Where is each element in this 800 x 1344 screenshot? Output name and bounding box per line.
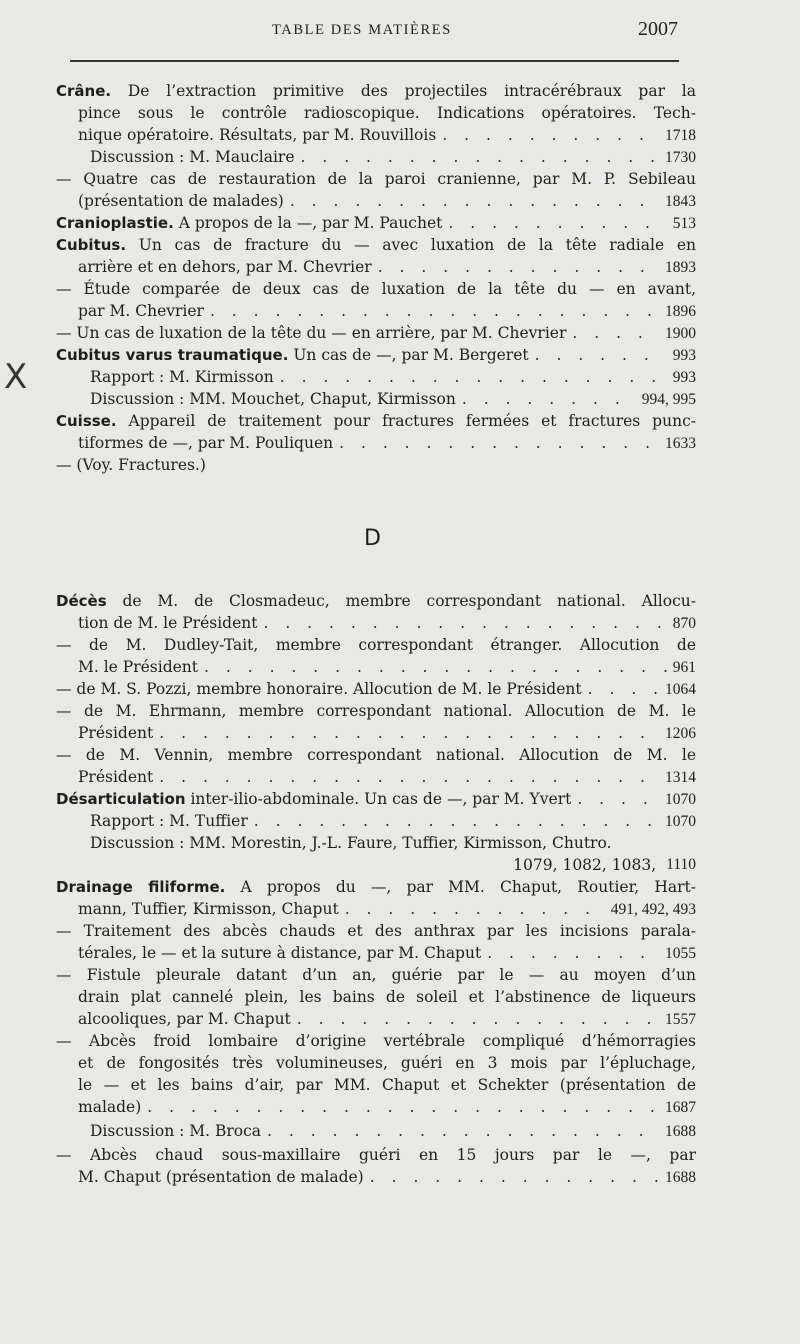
index-line: tiformes de —, par M. Pouliquen . . . 1633 — [78, 432, 696, 454]
index-line: drain plat cannelé plein, les bains de soleil et l’abstinence de liqueurs — [78, 988, 696, 1006]
index-line: — Abcès chaud sous-maxillaire guéri en 15 jours par le —, par — [56, 1146, 696, 1164]
index-line: mann, Tuffier, Kirmisson, Chaput . . . 491, 492, 493 — [78, 898, 696, 920]
index-line: par M. Chevrier . . . 1896 — [78, 300, 696, 322]
index-line: térales, le — et la suture à distance, par M. Chaput . . . 1055 — [78, 942, 696, 964]
index-line: Rapport : M. Tuffier . . . 1070 — [90, 810, 696, 832]
index-line: — de M. S. Pozzi, membre honoraire. Allocution de M. le Président . . . 1064 — [56, 678, 696, 700]
index-line: — de M. Vennin, membre correspondant national. Allocution de M. le — [56, 746, 696, 764]
index-line: Cranioplastie. A propos de la —, par M. Pauchet . . . 513 — [56, 212, 696, 234]
index-line: alcooliques, par M. Chaput . . . 1557 — [78, 1008, 696, 1030]
index-line: le — et les bains d’air, par MM. Chaput et Schekter (présentation de — [78, 1076, 696, 1094]
index-line: — Un cas de luxation de la tête du — en arrière, par M. Chevrier . . . 1900 — [56, 322, 696, 344]
index-line: Président . . . 1314 — [78, 766, 696, 788]
index-line: Rapport : M. Kirmisson . . . 993 — [90, 366, 696, 388]
index-line: Discussion : MM. Morestin, J.-L. Faure, Tuffier, Kirmisson, Chutro. — [90, 834, 612, 852]
index-line: — Traitement des abcès chauds et des anthrax par les incisions parala- — [56, 922, 696, 940]
index-line: — Quatre cas de restauration de la paroi cranienne, par M. P. Sebileau — [56, 170, 696, 188]
index-line: malade) . . . 1687 — [78, 1096, 696, 1118]
index-line: tion de M. le Président . . . 870 — [78, 612, 696, 634]
index-line: Désarticulation inter-ilio-abdominale. Un cas de —, par M. Yvert . . . 1070 — [56, 788, 696, 810]
index-line: M. Chaput (présentation de malade) . . . 1688 — [78, 1166, 696, 1188]
index-line: Drainage filiforme. A propos du —, par MM. Chaput, Routier, Hart- — [56, 878, 696, 896]
index-line: Cubitus varus traumatique. Un cas de —, par M. Bergeret . . . 993 — [56, 344, 696, 366]
index-line: — Étude comparée de deux cas de luxation de la tête du — en avant, — [56, 280, 696, 298]
index-line: — Abcès froid lombaire d’origine vertébrale compliqué d’hémorragies — [56, 1032, 696, 1050]
index-line: M. le Président . . . 961 — [78, 656, 696, 678]
index-line: Crâne. De l’extraction primitive des projectiles intracérébraux par la — [56, 82, 696, 100]
index-line: — (Voy. Fractures.) — [56, 456, 206, 474]
index-line: — de M. Ehrmann, membre correspondant national. Allocution de M. le — [56, 702, 696, 720]
running-title: TABLE DES MATIÈRES — [272, 22, 452, 38]
index-line: Cuisse. Appareil de traitement pour fractures fermées et fractures punc- — [56, 412, 696, 430]
index-line: nique opératoire. Résultats, par M. Rouvillois . . . 1718 — [78, 124, 696, 146]
index-line: pince sous le contrôle radioscopique. Indications opératoires. Tech- — [78, 104, 696, 122]
section-letter: D — [364, 526, 381, 551]
margin-annotation: X — [4, 357, 28, 397]
index-line: Discussion : MM. Mouchet, Chaput, Kirmisson . . . 994, 995 — [90, 388, 696, 410]
header-rule — [70, 60, 679, 62]
page-header — [0, 18, 800, 44]
index-line: arrière et en dehors, par M. Chevrier . . . 1893 — [78, 256, 696, 278]
page-number: 2007 — [638, 18, 678, 40]
index-line: — Fistule pleurale datant d’un an, guérie par le — au moyen d’un — [56, 966, 696, 984]
index-line: et de fongosités très volumineuses, guéri en 3 mois par l’épluchage, — [78, 1054, 696, 1072]
index-line: Discussion : M. Broca . . . 1688 — [90, 1120, 696, 1142]
index-line: Discussion : M. Mauclaire . . . 1730 — [90, 146, 696, 168]
index-line: (présentation de malades) . . . 1843 — [78, 190, 696, 212]
index-line: Cubitus. Un cas de fracture du — avec luxation de la tête radiale en — [56, 236, 696, 254]
index-line: 1079, 1082, 1083, 1110 — [513, 856, 696, 874]
index-line: Président . . . 1206 — [78, 722, 696, 744]
index-line: Décès de M. de Closmadeuc, membre correspondant national. Allocu- — [56, 592, 696, 610]
index-line: — de M. Dudley-Tait, membre correspondant étranger. Allocution de — [56, 636, 696, 654]
